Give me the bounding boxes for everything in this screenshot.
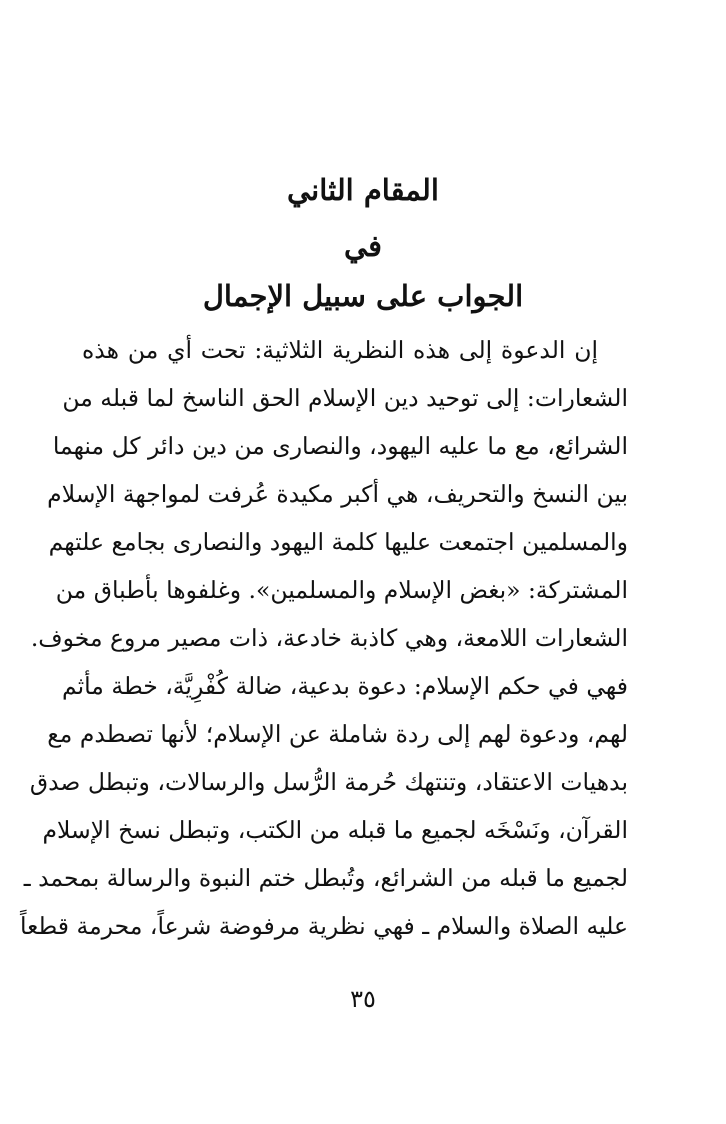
text-line: الشرائع، مع ما عليه اليهود، والنصارى من دين دائر كل منهما: [52, 432, 628, 460]
page-number: ٣٥: [350, 985, 376, 1013]
section-title: المقام الثاني: [287, 173, 439, 207]
text-line: عليه الصلاة والسلام ـ فهي نظرية مرفوضة شرعاً، محرمة قطعاً: [20, 912, 628, 940]
text-line: المشتركة: «بغض الإسلام والمسلمين». وغلفوها بأطباق من: [55, 576, 628, 604]
text-line: لجميع ما قبله من الشرائع، وتُبطل ختم النبوة والرسالة بمحمد ـ: [23, 864, 628, 892]
text-line: بدهيات الاعتقاد، وتنتهك حُرمة الرُّسل والرسالات، وتبطل صدق: [29, 768, 628, 796]
section-title-connector: في: [343, 229, 383, 263]
text-line: لهم، ودعوة لهم إلى ردة شاملة عن الإسلام؛ لأنها تصطدم مع: [47, 720, 628, 748]
body-text: [20, 326, 628, 950]
text-line: فهي في حكم الإسلام: دعوة بدعية، ضالة كُفْرِيَّة، خطة مأثم: [61, 672, 628, 700]
text-line: الشعارات: إلى توحيد دين الإسلام الحق الناسخ لما قبله من: [62, 384, 628, 412]
text-line: إن الدعوة إلى هذه النظرية الثلاثية: تحت أي من هذه: [82, 336, 598, 364]
text-line: القرآن، ونَسْخَه لجميع ما قبله من الكتب، وتبطل نسخ الإسلام: [42, 816, 628, 844]
text-line: الشعارات اللامعة، وهي كاذبة خادعة، ذات مصير مروع مخوف.: [30, 624, 628, 652]
section-subtitle: الجواب على سبيل الإجمال: [202, 279, 524, 313]
text-line: بين النسخ والتحريف، هي أكبر مكيدة عُرفت لمواجهة الإسلام: [47, 480, 628, 508]
text-line: والمسلمين اجتمعت عليها كلمة اليهود والنصارى بجامع علتهم: [48, 528, 628, 556]
